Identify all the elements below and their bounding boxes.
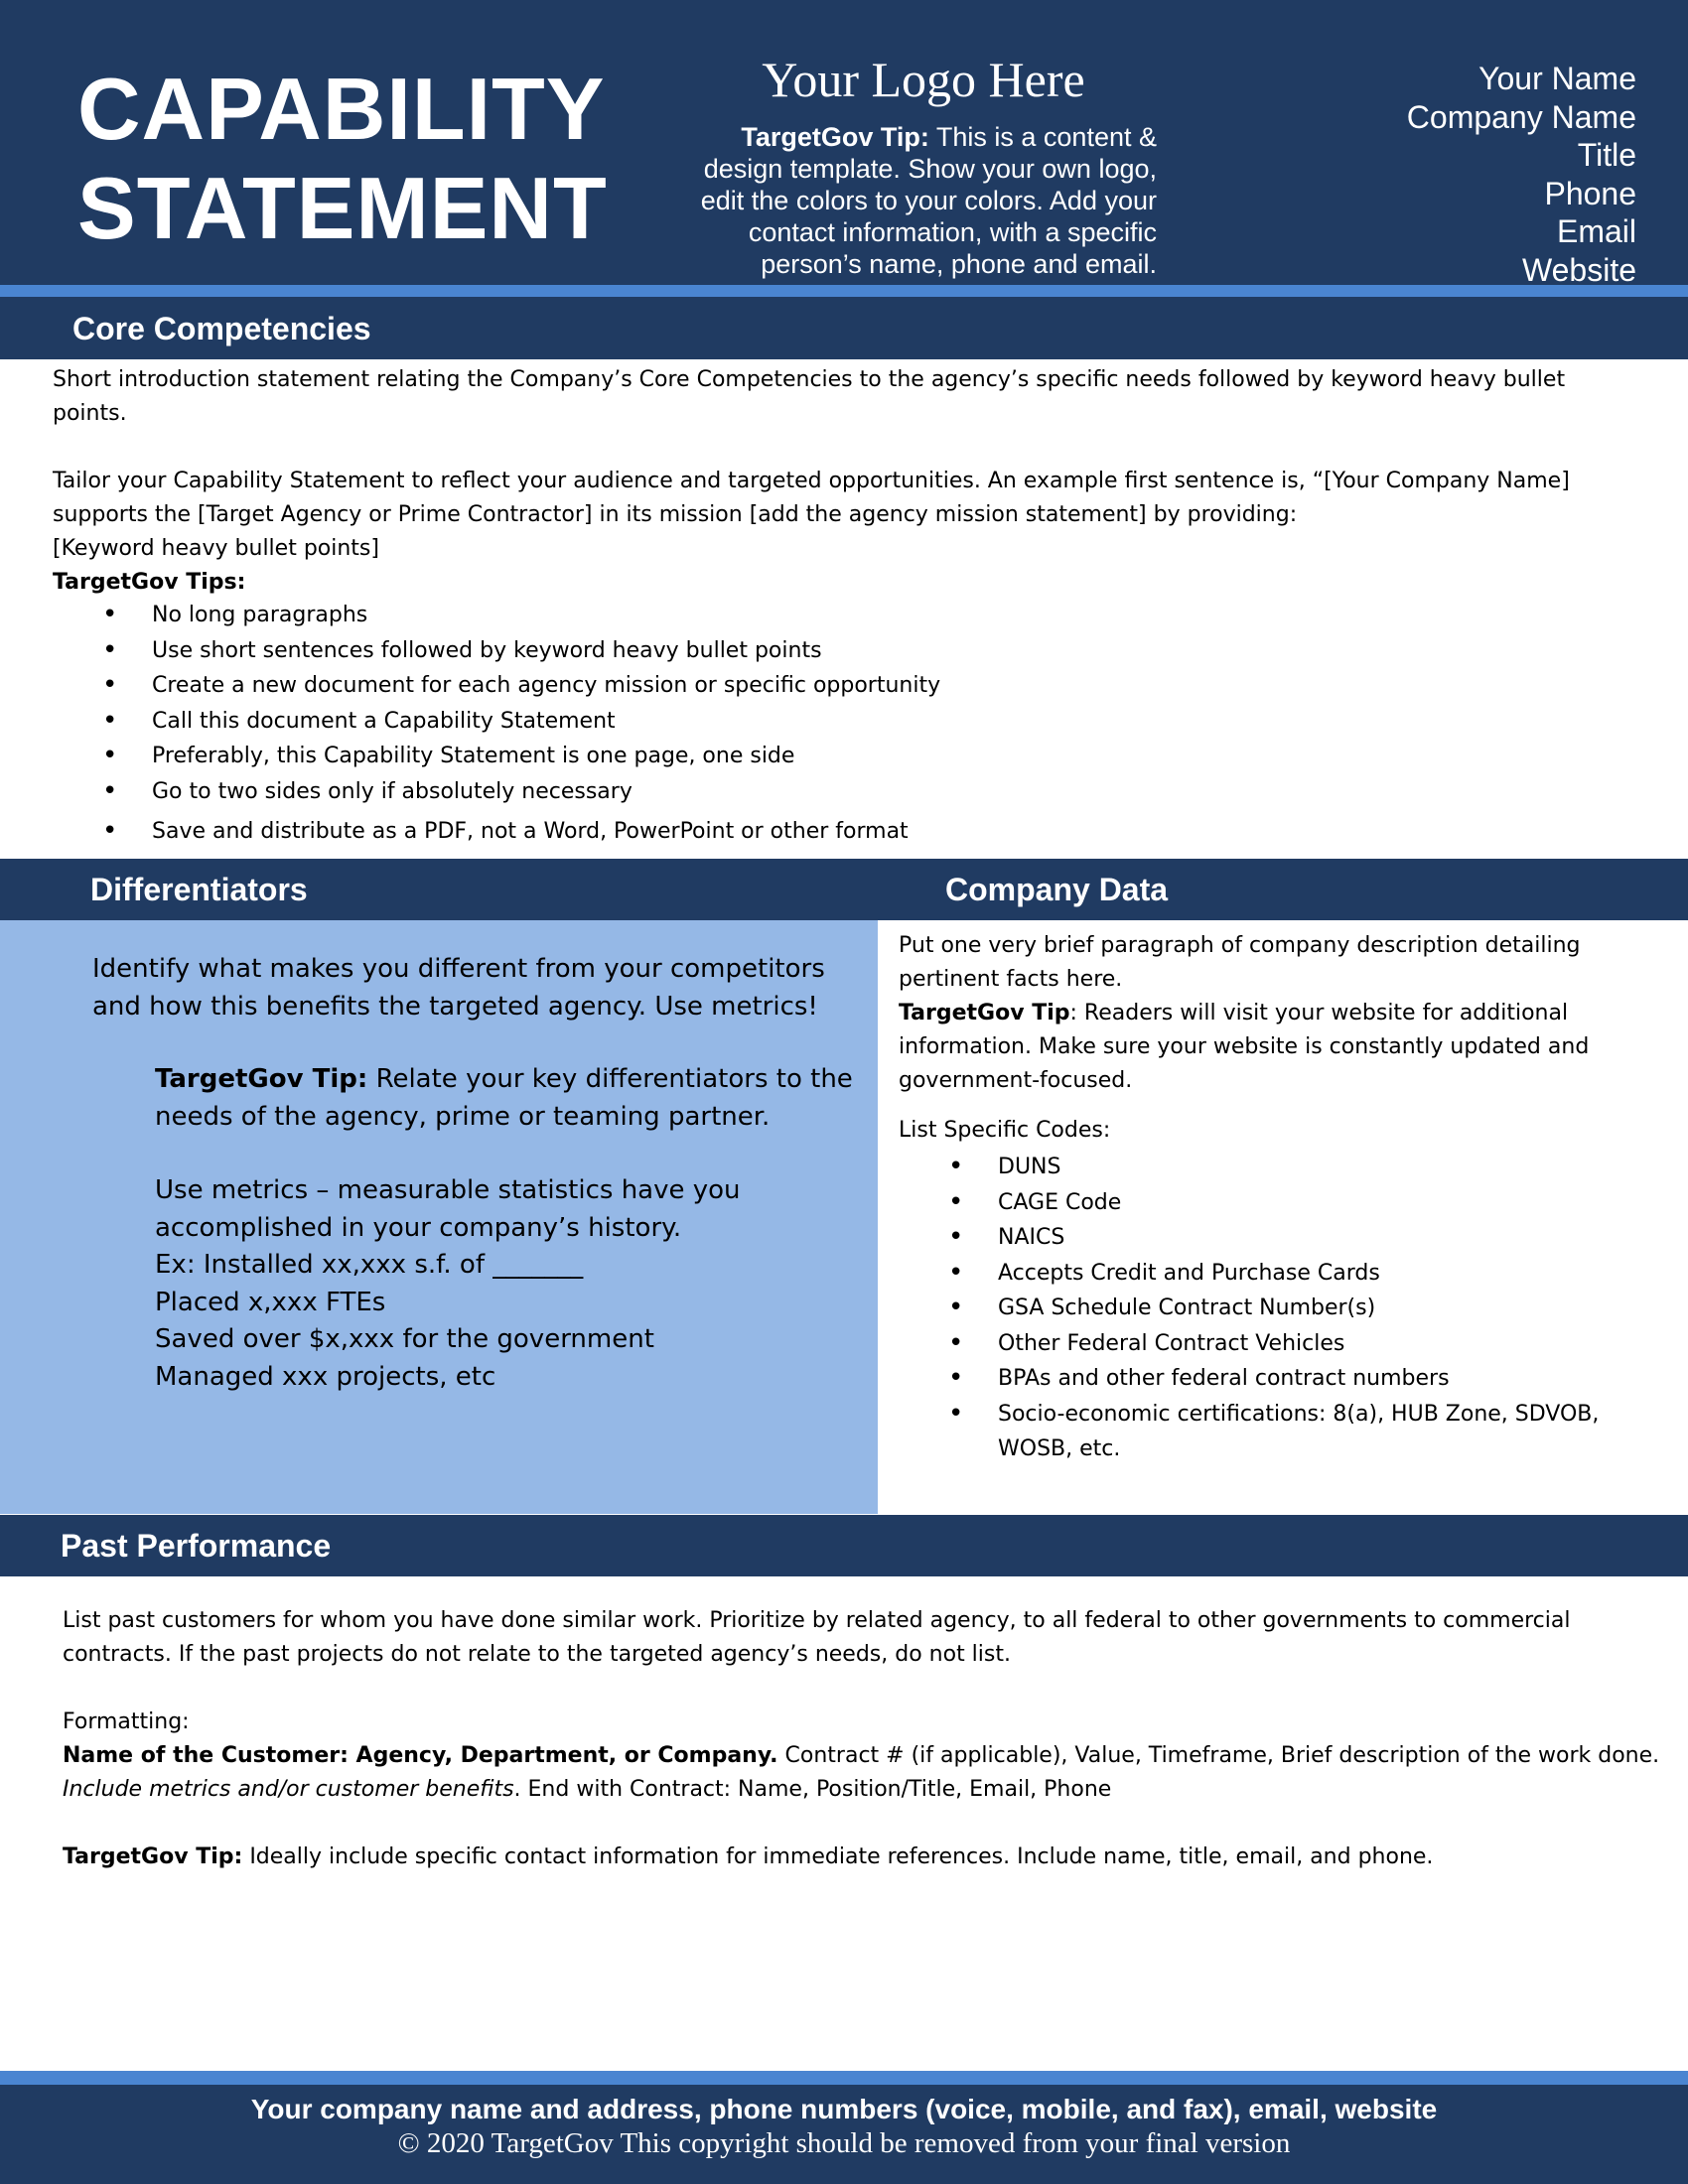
list-item: • Other Federal Contract Vehicles (998, 1326, 1673, 1362)
core-tailor-line-3: [Keyword heavy bullet points] (53, 536, 379, 561)
codes-label: List Specific Codes: (899, 1118, 1111, 1143)
list-item: • NAICS (998, 1220, 1673, 1256)
metrics-line: Use metrics – measurable statistics have you (155, 1175, 741, 1205)
past-end: . End with Contract: Name, Position/Title, Email, Phone (513, 1777, 1112, 1802)
core-intro-line-1: Short introduction statement relating the Company’s Core Competencies to the agency’s specific needs followed by keyword heavy bullet (53, 367, 1566, 392)
list-item: • No long paragraphs (152, 598, 1542, 633)
core-tips-label: TargetGov Tips: (53, 570, 246, 595)
page-title (77, 60, 608, 258)
core-intro-line-2: points. (53, 401, 127, 426)
metrics-line: accomplished in your company’s history. (155, 1212, 682, 1243)
metrics-line: Placed x,xxx FTEs (155, 1287, 386, 1317)
metrics-line: Managed xxx projects, etc (155, 1361, 496, 1392)
past-formatting-label: Formatting: (63, 1709, 190, 1734)
differentiators-intro (92, 950, 867, 1025)
differentiators-tip-line-1: Relate your key differentiators to the (375, 1064, 853, 1094)
list-item: • DUNS (998, 1150, 1673, 1185)
past-list-line-1: List past customers for whom you have done similar work. Prioritize by related agency, to all federal to other governments to commercial (63, 1608, 1571, 1633)
contact-title: Title (1577, 137, 1636, 173)
list-item: • Save and distribute as a PDF, not a Word, PowerPoint or other format (152, 814, 1542, 850)
contact-email: Email (1556, 213, 1636, 249)
core-tips-list (152, 598, 1542, 850)
company-desc-line-2: pertinent facts here. (899, 967, 1123, 992)
differentiators-tip (155, 1060, 870, 1136)
past-name-bold: Name of the Customer: Agency, Department, or Company. (63, 1743, 778, 1768)
company-tip-label: TargetGov Tip (899, 1001, 1070, 1025)
list-item: • CAGE Code (998, 1185, 1673, 1221)
past-name-rest: Contract # (if applicable), Value, Timeframe, Brief description of the work done. (777, 1743, 1660, 1768)
company-desc-line-1: Put one very brief paragraph of company description detailing (899, 933, 1581, 958)
header-tip-label: TargetGov Tip: (741, 122, 929, 152)
contact-block (1407, 60, 1636, 289)
header-tip-text: This is a content & design template. Show your own logo, edit the colors to your colors. Add your contact information, with a specific person’s name, phone and email. (700, 122, 1157, 279)
past-italic: Include metrics and/or customer benefits (63, 1777, 514, 1802)
differentiators-metrics (155, 1172, 870, 1396)
differentiators-tip-line-2: needs of the agency, prime or teaming partner. (155, 1102, 771, 1132)
company-data-heading: Company Data (945, 872, 1169, 907)
past-body (63, 1604, 1671, 1874)
list-item: • Preferably, this Capability Statement is one page, one side (152, 739, 1542, 774)
core-body (53, 363, 1661, 600)
logo-placeholder: Your Logo Here (762, 52, 1085, 107)
footer-contact-line: Your company name and address, phone numbers (voice, mobile, and fax), email, website (250, 2094, 1438, 2124)
differentiators-tip-label: TargetGov Tip: (155, 1064, 368, 1094)
core-heading: Core Competencies (72, 311, 371, 346)
list-item: • Use short sentences followed by keyword heavy bullet points (152, 633, 1542, 669)
core-tailor-line-1: Tailor your Capability Statement to reflect your audience and targeted opportunities. An example first sentence is, “[Your Company Name] (53, 469, 1570, 493)
list-item-continuation: WOSB, etc. (998, 1436, 1121, 1461)
metrics-line: Ex: Installed xx,xxx s.f. of _______ (155, 1250, 584, 1280)
contact-company: Company Name (1406, 98, 1636, 135)
list-item: • BPAs and other federal contract numbers (998, 1361, 1673, 1397)
past-tip-label: TargetGov Tip: (63, 1844, 243, 1869)
contact-website: Website (1521, 251, 1636, 288)
title-line-1: CAPABILITY (77, 60, 606, 158)
company-tip-line-3: government-focused. (899, 1068, 1133, 1093)
past-list-line-2: contracts. If the past projects do not relate to the targeted agency’s needs, do not list. (63, 1642, 1011, 1667)
differentiators-intro-line-2: and how this benefits the targeted agency. Use metrics! (92, 992, 818, 1022)
header-tip (655, 121, 1157, 280)
differentiators-intro-line-1: Identify what makes you different from your competitors (92, 954, 825, 984)
contact-phone: Phone (1544, 175, 1636, 211)
core-tailor-line-2: supports the [Target Agency or Prime Contractor] in its mission [add the agency mission statement] by providing: (53, 502, 1298, 527)
list-item: • Create a new document for each agency mission or specific opportunity (152, 668, 1542, 704)
contact-name: Your Name (1478, 61, 1636, 96)
company-tip-line-1: : Readers will visit your website for additional (1069, 1001, 1569, 1025)
company-description (899, 929, 1673, 1148)
past-tip-text: Ideally include specific contact information for immediate references. Include name, title, email, and phone. (242, 1844, 1434, 1869)
differentiators-heading: Differentiators (90, 872, 308, 907)
list-item: • Accepts Credit and Purchase Cards (998, 1256, 1673, 1292)
metrics-line: Saved over $x,xxx for the government (155, 1324, 654, 1354)
list-item: • Call this document a Capability Statement (152, 704, 1542, 740)
footer-accent-line (0, 2071, 1688, 2085)
codes-list (998, 1150, 1673, 1467)
past-heading: Past Performance (61, 1528, 332, 1564)
list-item: • Go to two sides only if absolutely necessary (152, 774, 1542, 810)
footer-copyright: © 2020 TargetGov This copyright should be removed from your final version (397, 2127, 1291, 2159)
list-item: • Socio-economic certifications: 8(a), HUB Zone, SDVOB, (998, 1397, 1673, 1433)
list-item: • GSA Schedule Contract Number(s) (998, 1291, 1673, 1326)
title-line-2: STATEMENT (77, 159, 608, 257)
company-tip-line-2: information. Make sure your website is constantly updated and (899, 1034, 1590, 1059)
